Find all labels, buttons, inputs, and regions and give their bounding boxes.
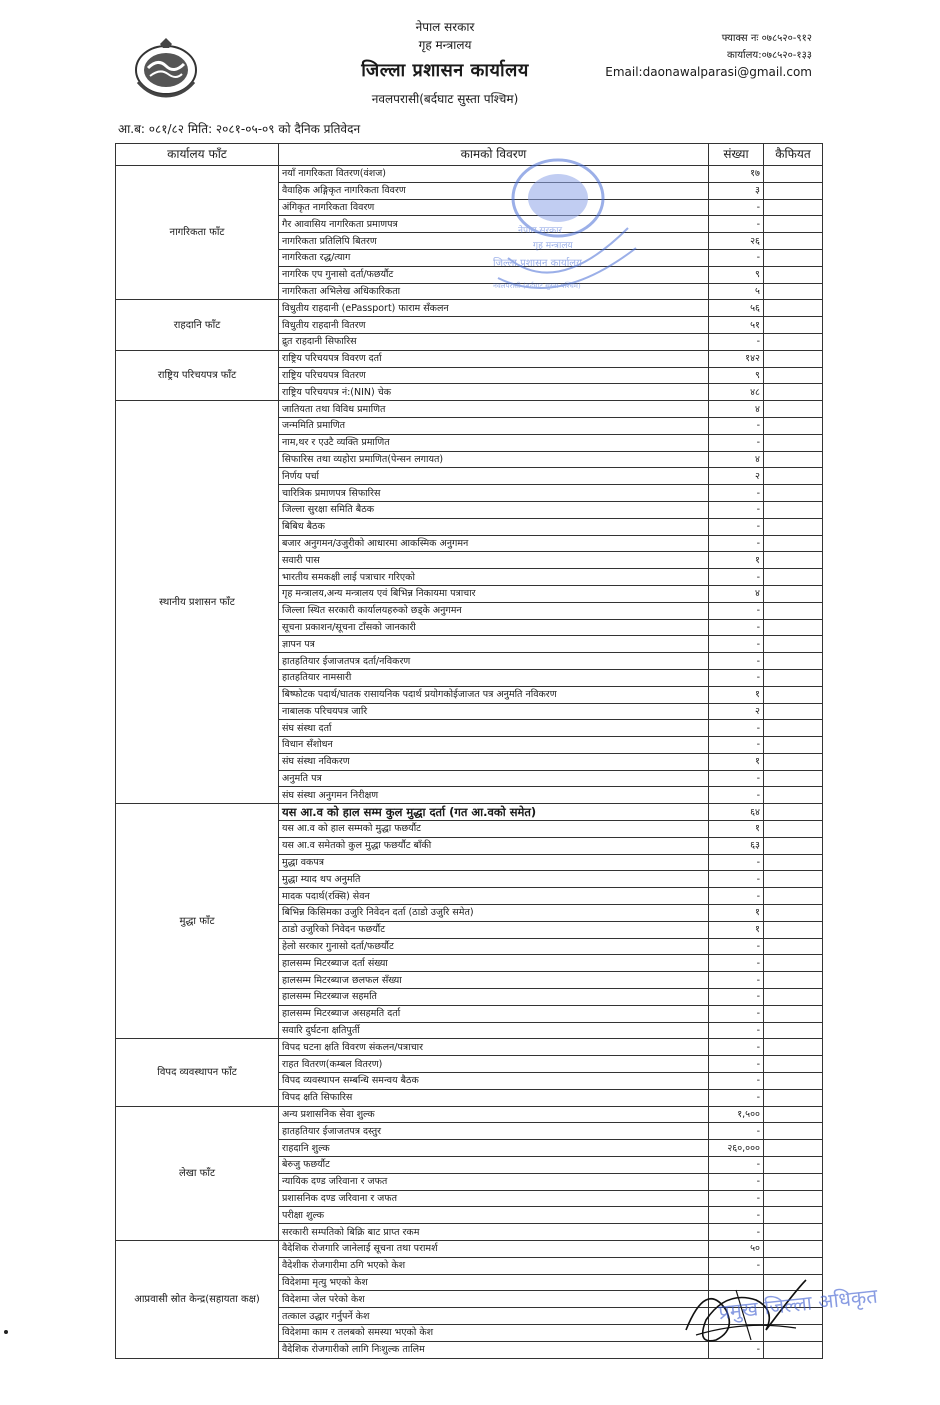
work-description: हातहतियार नामसारी (279, 669, 709, 686)
stamp-text-3: जिल्ला प्रशासन कार्यालय (493, 258, 582, 269)
remarks-cell (764, 1224, 823, 1241)
work-description: बेरुजु फछर्यौट (279, 1157, 709, 1174)
signatory-title: प्रमुख जिल्ला अधिकृत (717, 1283, 879, 1325)
work-count: - (709, 1022, 764, 1039)
work-description: हालसम्म मिटरब्याज सहमति (279, 989, 709, 1006)
table-header-row (116, 144, 823, 166)
work-description: परीक्षा शुल्क (279, 1207, 709, 1224)
remarks-cell (764, 737, 823, 754)
remarks-cell (764, 854, 823, 871)
remarks-cell (764, 1073, 823, 1090)
header-section: कार्यालय फाँट (116, 144, 279, 166)
work-count: - (709, 888, 764, 905)
remarks-cell (764, 401, 823, 418)
table-row (116, 401, 823, 418)
remarks-cell (764, 1123, 823, 1140)
remarks-cell (764, 938, 823, 955)
work-description: विपद क्षति सिफारिस (279, 1089, 709, 1106)
remarks-cell (764, 1022, 823, 1039)
work-count: - (709, 1224, 764, 1241)
work-count: - (709, 989, 764, 1006)
work-description: संघ संस्था दर्ता (279, 720, 709, 737)
work-count: - (709, 787, 764, 804)
work-description: बिभिन्न किसिमका उजुरि निवेदन दर्ता (ठाडो उजुरि समेत) (279, 905, 709, 922)
work-description: हालसम्म मिटरब्याज दर्ता संख्या (279, 955, 709, 972)
work-count: - (709, 1089, 764, 1106)
remarks-cell (764, 585, 823, 602)
work-description: जातियता तथा विविध प्रमाणित (279, 401, 709, 418)
remarks-cell (764, 1173, 823, 1190)
work-count: - (709, 669, 764, 686)
work-description: जिल्ला सुरक्षा समिति बैठक (279, 501, 709, 518)
work-description: विधुतीय राहदानी वितरण (279, 317, 709, 334)
work-count: १ (709, 686, 764, 703)
work-description: नागरिकता रद्ध/त्याग (279, 249, 709, 266)
remarks-cell (764, 1005, 823, 1022)
remarks-cell (764, 871, 823, 888)
work-description: हेलो सरकार गुनासो दर्ता/फछर्यौट (279, 938, 709, 955)
work-description: मुद्धा म्याद थप अनुमति (279, 871, 709, 888)
section-name: नागरिकता फाँट (116, 166, 279, 300)
remarks-cell (764, 249, 823, 266)
work-description: गृह मन्त्रालय,अन्य मन्त्रालय एवं बिभिन्न निकायमा पत्राचार (279, 585, 709, 602)
remarks-cell (764, 199, 823, 216)
work-count: ९ (709, 266, 764, 283)
work-count: - (709, 1005, 764, 1022)
work-count: २६ (709, 233, 764, 250)
remarks-cell (764, 972, 823, 989)
work-count: ५१ (709, 317, 764, 334)
work-count: - (709, 636, 764, 653)
fax-number: फ्याक्स नः ०७८५२०-९१२ (721, 33, 812, 44)
letterhead (280, 18, 610, 108)
work-description: नागरिकता अभिलेख अधिकारिकता (279, 283, 709, 300)
header-count: संख्या (709, 144, 764, 166)
work-count: ४ (709, 585, 764, 602)
remarks-cell (764, 1106, 823, 1123)
work-count: १४२ (709, 350, 764, 367)
remarks-cell (764, 905, 823, 922)
work-description: राहत वितरण(कम्बल वितरण) (279, 1056, 709, 1073)
remarks-cell (764, 636, 823, 653)
work-description: हातहतियार ईजाजतपत्र दस्तुर (279, 1123, 709, 1140)
work-description: विदेशमा जेल परेको केश (279, 1291, 709, 1308)
work-count: २ (709, 468, 764, 485)
remarks-cell (764, 888, 823, 905)
work-count: ९ (709, 367, 764, 384)
remarks-cell (764, 753, 823, 770)
work-description: बिष्फोटक पदार्थ/घातक रासायनिक पदार्थ प्रयोगकोईजाजत पत्र अनुमति नविकरण (279, 686, 709, 703)
work-count: ५६ (709, 300, 764, 317)
work-count: - (709, 1123, 764, 1140)
remarks-cell (764, 283, 823, 300)
remarks-cell (764, 317, 823, 334)
work-description: राष्ट्रिय परिचयपत्र विवरण दर्ता (279, 350, 709, 367)
work-count: - (709, 1207, 764, 1224)
work-count: - (709, 854, 764, 871)
government-name: नेपाल सरकार (415, 20, 475, 34)
work-description: जन्ममिति प्रमाणित (279, 417, 709, 434)
table-row (116, 300, 823, 317)
remarks-cell (764, 569, 823, 586)
remarks-cell (764, 451, 823, 468)
work-description: अन्य प्रशासनिक सेवा शुल्क (279, 1106, 709, 1123)
ministry-name: गृह मन्त्रालय (418, 38, 472, 52)
work-count: - (709, 199, 764, 216)
work-description: नयाँ नागरिकता वितरण(वंशज) (279, 166, 709, 183)
work-description: अनुमति पत्र (279, 770, 709, 787)
work-count: - (709, 737, 764, 754)
remarks-cell (764, 518, 823, 535)
work-description: बजार अनुगमन/उजुरीको आधारमा आकस्मिक अनुगमन (279, 535, 709, 552)
work-description: वैदेशीक रोजगारीमा ठगि भएको केश (279, 1257, 709, 1274)
work-description: वैवाहिक अङ्गिकृत नागरिकता विवरण (279, 182, 709, 199)
remarks-cell (764, 703, 823, 720)
work-description: तत्काल उद्धार गर्नुपर्ने केश (279, 1308, 709, 1325)
work-count: - (709, 434, 764, 451)
work-count: - (709, 216, 764, 233)
remarks-cell (764, 333, 823, 350)
table-row (116, 1039, 823, 1056)
report-title: आ.ब: ०८१/८२ मिति: २०८१-०५-०९ को दैनिक प्रतिवेदन (118, 122, 361, 136)
remarks-cell (764, 1157, 823, 1174)
work-count: - (709, 720, 764, 737)
section-name: स्थानीय प्रशासन फाँट (116, 401, 279, 804)
remarks-cell (764, 501, 823, 518)
work-count: ६४ (709, 804, 764, 821)
work-description: द्रुत राहदानी सिफारिस (279, 333, 709, 350)
work-description: मादक पदार्थ(रक्सि) सेवन (279, 888, 709, 905)
work-count: - (709, 1190, 764, 1207)
work-count: - (709, 955, 764, 972)
work-count: - (709, 1257, 764, 1274)
work-description: विधान सँशोधन (279, 737, 709, 754)
work-count: - (709, 972, 764, 989)
work-description: यस आ.व समेतको कुल मुद्धा फछर्यौट बाँकी (279, 837, 709, 854)
remarks-cell (764, 653, 823, 670)
table-row (116, 166, 823, 183)
work-count: २ (709, 703, 764, 720)
remarks-cell (764, 669, 823, 686)
margin-dot (4, 1330, 8, 1334)
work-description: हालसम्म मिटरब्याज असहमति दर्ता (279, 1005, 709, 1022)
work-count: ४ (709, 451, 764, 468)
work-description: मुद्धा वकपत्र (279, 854, 709, 871)
work-count: १ (709, 552, 764, 569)
remarks-cell (764, 266, 823, 283)
work-count: - (709, 602, 764, 619)
remarks-cell (764, 468, 823, 485)
work-description: हालसम्म मिटरब्याज छलफल सँख्या (279, 972, 709, 989)
work-count: - (709, 938, 764, 955)
office-phone: कार्यालय:०७८५२०-१३३ (726, 50, 812, 61)
remarks-cell (764, 182, 823, 199)
office-name: जिल्ला प्रशासन कार्यालय (361, 60, 529, 81)
section-name: विपद व्यवस्थापन फाँट (116, 1039, 279, 1106)
work-count: - (709, 1341, 764, 1358)
section-name: राष्ट्रिय परिचयपत्र फाँट (116, 350, 279, 400)
work-description: प्रशासनिक दण्ड जरिवाना र जफत (279, 1190, 709, 1207)
remarks-cell (764, 1241, 823, 1258)
work-count: १ (709, 753, 764, 770)
work-count: - (709, 333, 764, 350)
work-count: - (709, 249, 764, 266)
remarks-cell (764, 602, 823, 619)
work-count: - (709, 417, 764, 434)
daily-report-table (115, 143, 823, 1359)
work-count: ५० (709, 1241, 764, 1258)
work-description: सूचना प्रकाशन/सूचना टाँसको जानकारी (279, 619, 709, 636)
work-description: विदेशमा मृत्यु भएको केश (279, 1274, 709, 1291)
work-count: - (709, 569, 764, 586)
section-name: राहदानि फाँट (116, 300, 279, 350)
work-count: १ (709, 905, 764, 922)
work-description: राष्ट्रिय परिचयपत्र वितरण (279, 367, 709, 384)
work-description: ज्ञापन पत्र (279, 636, 709, 653)
work-description: यस आ.व को हाल सम्मको मुद्धा फछर्यौट (279, 821, 709, 838)
remarks-cell (764, 1056, 823, 1073)
remarks-cell (764, 1207, 823, 1224)
work-description: सवारि दुर्घटना क्षतिपुर्ती (279, 1022, 709, 1039)
email-address: Email:daonawalparasi@gmail.com (605, 65, 812, 79)
remarks-cell (764, 384, 823, 401)
work-description: विदेशमा काम र तलबको समस्या भएको केश (279, 1324, 709, 1341)
section-name: मुद्धा फाँट (116, 804, 279, 1039)
work-description: विधुतीय राहदानी (ePassport) फाराम सँकलन (279, 300, 709, 317)
government-emblem-icon (130, 38, 202, 98)
work-count: १ (709, 921, 764, 938)
remarks-cell (764, 552, 823, 569)
stamp-text-4: नवलपरासी (बर्दघाट सुस्ता पश्चिम) (493, 282, 581, 290)
remarks-cell (764, 804, 823, 821)
work-count: ३ (709, 182, 764, 199)
work-count: ६३ (709, 837, 764, 854)
section-name: आप्रवासी स्रोत केन्द्र(सहायता कक्ष) (116, 1241, 279, 1359)
remarks-cell (764, 216, 823, 233)
work-count: - (709, 653, 764, 670)
work-count: ४८ (709, 384, 764, 401)
work-count: ४ (709, 401, 764, 418)
header-remarks: कैफियत (764, 144, 823, 166)
daily-report-table-wrapper (115, 143, 822, 1359)
remarks-cell (764, 485, 823, 502)
table-row (116, 1241, 823, 1258)
work-description: अंगिकृत नागरिकता विवरण (279, 199, 709, 216)
remarks-cell (764, 770, 823, 787)
work-count: - (709, 1157, 764, 1174)
table-row (116, 804, 823, 821)
work-description: ठाडो उजुरिको निवेदन फछर्यौट (279, 921, 709, 938)
work-count: - (709, 770, 764, 787)
work-count: - (709, 1039, 764, 1056)
office-location: नवलपरासी(बर्दघाट सुस्ता पश्चिम) (371, 92, 519, 106)
office-stamp-icon (488, 138, 638, 298)
work-description: बिबिध बैठक (279, 518, 709, 535)
work-description: सरकारी सम्पतिको बिक्रि बाट प्राप्त रकम (279, 1224, 709, 1241)
work-description: राष्ट्रिय परिचयपत्र नं:(NIN) चेक (279, 384, 709, 401)
remarks-cell (764, 787, 823, 804)
table-row (116, 1106, 823, 1123)
work-count: - (709, 1073, 764, 1090)
table-row (116, 350, 823, 367)
work-description: नाम,थर र एउटै व्यक्ति प्रमाणित (279, 434, 709, 451)
work-count: १,५०० (709, 1106, 764, 1123)
work-description: जिल्ला स्थित सरकारी कार्यालयहरुको छड्के अनुगमन (279, 602, 709, 619)
contact-block (605, 30, 812, 81)
work-count: १७ (709, 166, 764, 183)
work-description: सिफारिस तथा व्यहोरा प्रमाणित(पेन्सन लगायत) (279, 451, 709, 468)
stamp-text-1: नेपाल सरकार (518, 226, 563, 236)
work-count: - (709, 501, 764, 518)
work-description: यस आ.व को हाल सम्म कुल मुद्धा दर्ता (गत आ.वको समेत) (279, 804, 709, 821)
remarks-cell (764, 1190, 823, 1207)
remarks-cell (764, 837, 823, 854)
work-description: नागरिक एप गुनासो दर्ता/फछर्यौट (279, 266, 709, 283)
remarks-cell (764, 921, 823, 938)
stamp-text-2: गृह मन्त्रालय (533, 241, 573, 251)
remarks-cell (764, 821, 823, 838)
header-description: कामको विवरण (279, 144, 709, 166)
remarks-cell (764, 955, 823, 972)
remarks-cell (764, 720, 823, 737)
work-count: - (709, 535, 764, 552)
work-description: गैर आवासिय नागरिकता प्रमाणपत्र (279, 216, 709, 233)
work-count: - (709, 485, 764, 502)
remarks-cell (764, 619, 823, 636)
remarks-cell (764, 1140, 823, 1157)
work-count: ५ (709, 283, 764, 300)
work-description: संघ संस्था अनुगमन निरीक्षण (279, 787, 709, 804)
work-description: नाबालक परिचयपत्र जारि (279, 703, 709, 720)
work-description: न्यायिक दण्ड जरिवाना र जफत (279, 1173, 709, 1190)
work-count: - (709, 871, 764, 888)
work-description: वैदेशिक रोजगारि जानेलाई सूचना तथा परामर्श (279, 1241, 709, 1258)
remarks-cell (764, 686, 823, 703)
work-count: - (709, 1173, 764, 1190)
work-count: २६०,००० (709, 1140, 764, 1157)
work-count: - (709, 518, 764, 535)
work-description: निर्णय पर्चा (279, 468, 709, 485)
remarks-cell (764, 417, 823, 434)
section-name: लेखा फाँट (116, 1106, 279, 1240)
remarks-cell (764, 989, 823, 1006)
remarks-cell (764, 1039, 823, 1056)
work-description: वैदेशिक रोजगारीको लागि निःशुल्क तालिम (279, 1341, 709, 1358)
work-description: संघ संस्था नविकरण (279, 753, 709, 770)
remarks-cell (764, 434, 823, 451)
work-count: - (709, 1056, 764, 1073)
remarks-cell (764, 350, 823, 367)
work-count: - (709, 619, 764, 636)
work-description: विपद व्यवस्थापन सम्बन्धि समन्वय बैठक (279, 1073, 709, 1090)
work-description: चारित्रिक प्रमाणपत्र सिफारिस (279, 485, 709, 502)
work-description: नागरिकता प्रतिलिपि बितरण (279, 233, 709, 250)
remarks-cell (764, 300, 823, 317)
table-body (116, 166, 823, 1359)
remarks-cell (764, 166, 823, 183)
remarks-cell (764, 367, 823, 384)
work-description: हातहतियार ईजाजतपत्र दर्ता/नविकरण (279, 653, 709, 670)
remarks-cell (764, 535, 823, 552)
work-description: भारतीय समकक्षी लाई पत्राचार गरिएको (279, 569, 709, 586)
remarks-cell (764, 233, 823, 250)
remarks-cell (764, 1089, 823, 1106)
work-description: विपद घटना क्षति विवरण संकलन/पत्राचार (279, 1039, 709, 1056)
work-count: १ (709, 821, 764, 838)
work-description: सवारी पास (279, 552, 709, 569)
work-description: राहदानि शुल्क (279, 1140, 709, 1157)
